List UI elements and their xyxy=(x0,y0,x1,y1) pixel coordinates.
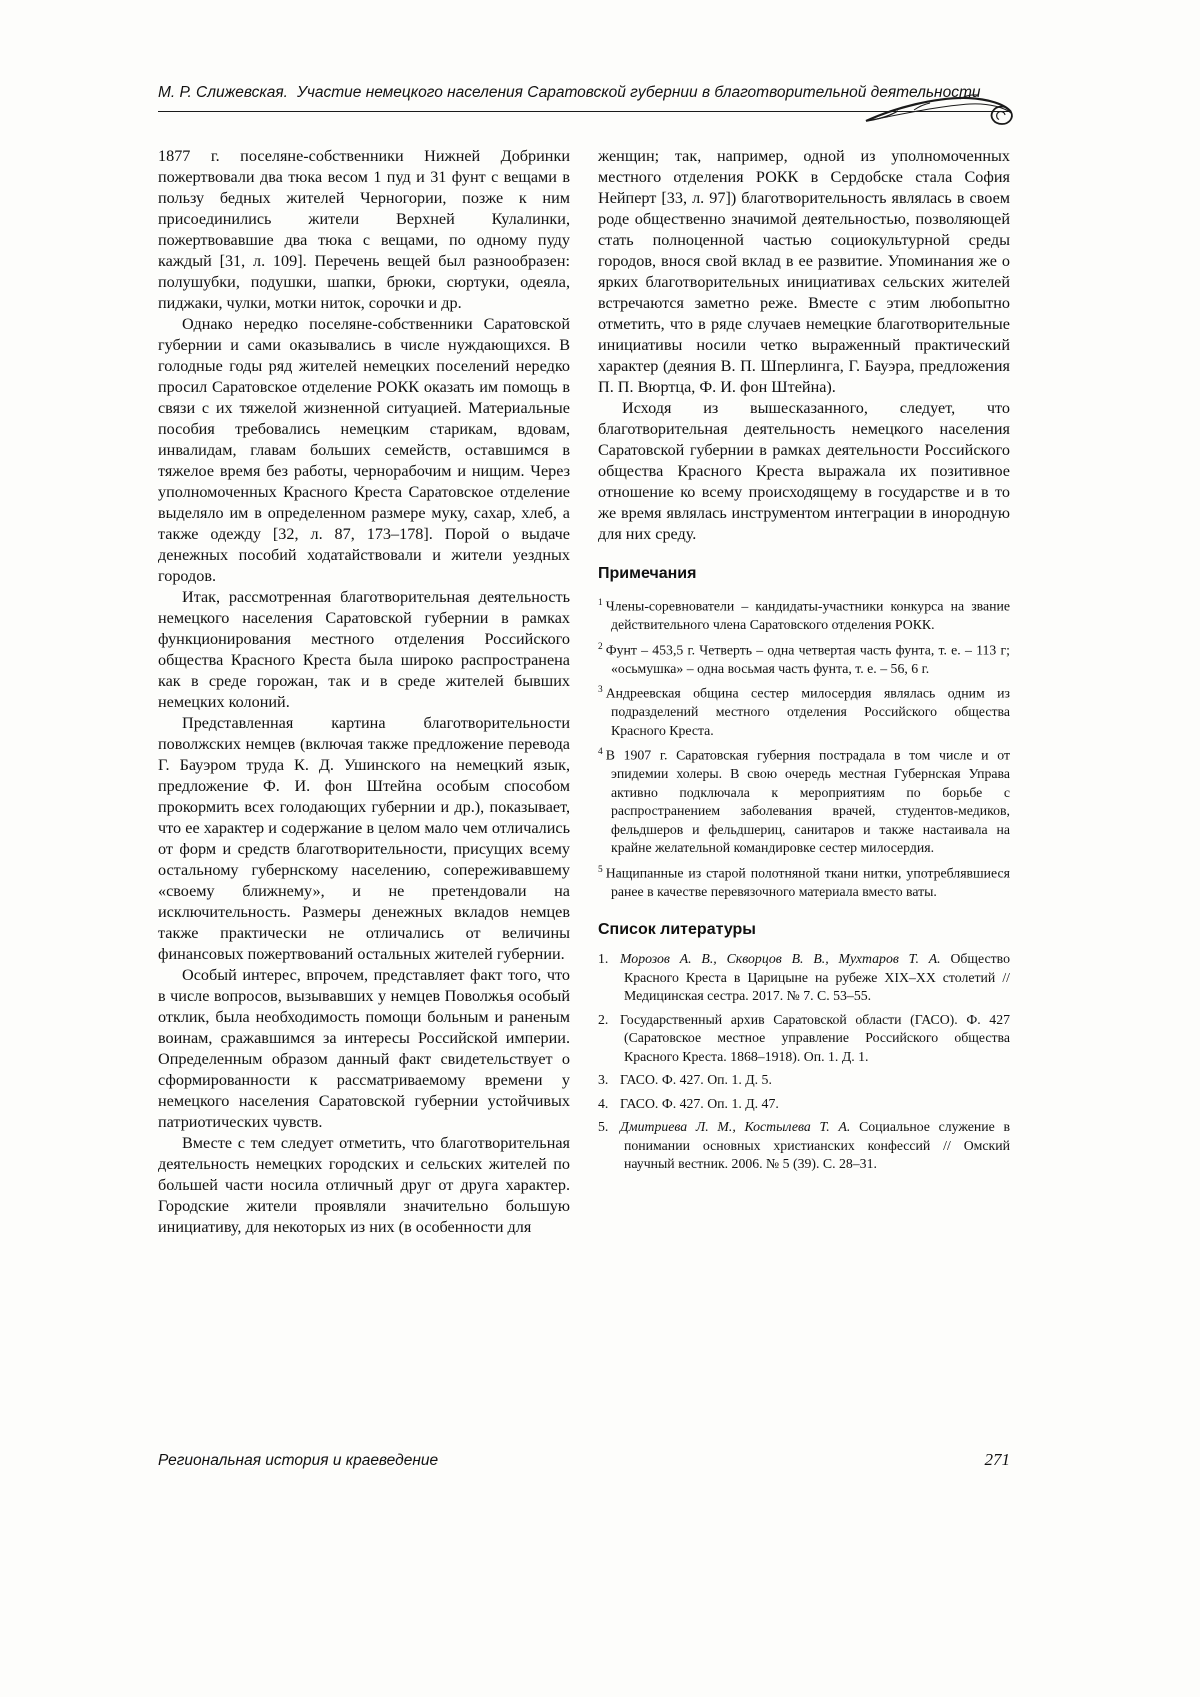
footnote-text: Члены-соревнователи – кандидаты-участники конкурса на звание действительного члена Саратовского отделения РОКК. xyxy=(605,598,1010,633)
reference-authors: Морозов А. В., Скворцов В. В., Мухтаров Т. А. xyxy=(620,951,941,967)
running-header-author: М. Р. Слижевская. xyxy=(158,84,288,101)
footnote-number: 4 xyxy=(598,747,603,758)
reference-number: 4. xyxy=(598,1095,609,1111)
paragraph: Исходя из вышесказанного, следует, что благотворительная деятельность немецкого населения Саратовской губернии в рамках деятельности Российского общества Красного Креста выражала их позитивное отношение ко всему происходящему в государстве и в то же время являлась инструментом интеграции в инородную для них среду. xyxy=(598,399,1010,543)
reference-number: 3. xyxy=(598,1072,609,1088)
footnote-number: 1 xyxy=(598,598,603,608)
reference-text: ГАСО. Ф. 427. Оп. 1. Д. 47. xyxy=(620,1095,779,1111)
footnote xyxy=(598,861,1010,902)
reference-text: Государственный архив Саратовской области (ГАСО). Ф. 427 (Саратовское местное управление Российского общества Красного Креста. 1868–1918). Оп. 1. Д. 1. xyxy=(620,1011,1010,1064)
footnotes-list xyxy=(598,594,1010,901)
running-header-title: Участие немецкого населения Саратовской губернии в благотворительной деятельности xyxy=(296,84,981,101)
reference-number: 2. xyxy=(598,1011,609,1027)
footnote-text: Нащипанные из старой полотняной ткани нитки, употреблявшиеся ранее в качестве перевязочного материала вместо ваты. xyxy=(605,865,1010,899)
footnote-text: Фунт – 453,5 г. Четверть – одна четвертая часть фунта, т. е. – 113 г; «осьмушка» – одна восьмая часть фунта, т. е. – 56, 6 г. xyxy=(605,642,1010,676)
reference-item xyxy=(598,1011,1010,1067)
footnote-text: В 1907 г. Саратовская губерния пострадала в том числе и от эпидемии холеры. В свою очередь местная Губернская Управа активно подключала к мероприятиям по борьбе с распространением заболевания врачей, студентов-медиков, фельдшеров и фельдшериц, санитаров и также настаивала на крайне желательной командировке сестер милосердия. xyxy=(605,747,1010,856)
paragraph: женщин; так, например, одной из уполномоченных местного отделения РОКК в Сердобске стала София Нейперт [33, л. 97]) благотворительность являлась в своем роде общественно значимой деятельностью, позволяющей стать полноценной частью социокультурной среды городов, внося свой вклад в ее развитие. Упоминания же о ярких благотворительных инициативах сельских жителей встречаются заметно реже. Вместе с этим любопытно отметить, что в ряде случаев немецкие благотворительные инициативы носили четко выраженный практический характер (деяния В. П. Шперлинга, Г. Бауэра, предложения П. П. Вюртца, Ф. И. фон Штейна). xyxy=(598,147,1010,396)
paragraph: Особый интерес, впрочем, представляет факт того, что в числе вопросов, вызывавших у немцев Поволжья особый отклик, была необходимость помощи больным и раненым воинам, сражавшимся за интересы Российской империи. Определенным образом данный факт свидетельствует о сформированности к рассматриваемому времени у немецкого населения Саратовской губернии устойчивых патриотических чувств. xyxy=(158,966,570,1131)
reference-item xyxy=(598,950,1010,1006)
reference-number: 1. xyxy=(598,951,609,967)
references-heading: Список литературы xyxy=(598,921,756,939)
two-column-body xyxy=(158,146,1010,1238)
running-header xyxy=(158,84,1010,112)
paragraph: 1877 г. поселяне-собственники Нижней Добринки пожертвовали два тюка весом 1 пуд и 31 фунт с вещами в пользу бедных жителей Черногории, позже к ним присоединились жители Верхней Кулалинки, пожертвовавшие два тюка с вещами, по одному пуду каждый [31, л. 109]. Перечень вещей был разнообразен: полушубки, подушки, шапки, брюки, сюртуки, одеяла, пиджаки, чулки, мотки ниток, сорочки и др. xyxy=(158,147,570,312)
reference-item xyxy=(598,1118,1010,1174)
notes-heading: Примечания xyxy=(598,565,697,582)
reference-text: Социальное служение в понимании основных христианских конфессий // Омский научный вестник. 2006. № 5 (39). С. 28–31. xyxy=(624,1119,1010,1172)
footnote-number: 3 xyxy=(598,685,603,696)
footnote-text: Андреевская община сестер милосердия являлась одним из подразделений местного отделения Российского общества Красного Креста. xyxy=(605,685,1010,738)
references-list xyxy=(598,950,1010,1174)
page-number: 271 xyxy=(984,1450,1010,1469)
left-column xyxy=(158,146,570,1238)
footnote-number: 2 xyxy=(598,641,603,652)
paragraph: Представленная картина благотворительности поволжских немцев (включая также предложение перевода Г. Бауэром труда К. Д. Ушинского на немецкий язык, предложение Ф. И. фон Штейна особым способом прокормить всех голодающих губернии и др.), показывает, что ее характер и содержание в целом мало чем отличались от форм и средств благотворительности, присущих всему остальному губернскому населению, сопереживавшему «своему ближнему», и не претендовали на исключительность. Размеры денежных вкладов немцев также практически не отличались от величины финансовых пожертвований остальных жителей губернии. xyxy=(158,714,570,963)
footnote-number: 5 xyxy=(598,864,603,875)
paragraph: Вместе с тем следует отметить, что благотворительная деятельность немецких городских и сельских жителей по большей части носила отличный друг от друга характер. Городские жители проявляли значительно большую инициативу, для некоторых из них (в особенности для xyxy=(158,1134,570,1236)
footnote xyxy=(598,743,1010,858)
footnote xyxy=(598,594,1010,635)
page-footer xyxy=(158,1450,1010,1470)
paragraph: Итак, рассмотренная благотворительная деятельность немецкого населения Саратовской губернии в рамках функционирования местного отделения Российского общества Красного Креста была широко распространена как в среде горожан, так и в среде жителей бывших немецких колоний. xyxy=(158,588,570,711)
paragraph: Однако нередко поселяне-собственники Саратовской губернии и сами оказывались в числе нуждающихся. В голодные годы ряд жителей немецких поселений нередко просил Саратовское отделение РОКК оказать им помощь в связи с их тяжелой жизненной ситуацией. Материальные пособия требовались немецким старикам, вдовам, инвалидам, главам больших семейств, оставшимся в тяжелое время без работы, чернорабочим и нищим. Через уполномоченных Красного Креста Саратовское отделение выделяло им в определенном размере муку, сахар, хлеб, а также одежду [32, л. 87, 173–178]. Порой о выдаче денежных пособий ходатайствовали и жители уездных городов. xyxy=(158,315,570,585)
reference-item xyxy=(598,1071,1010,1090)
footer-section-title: Региональная история и краеведение xyxy=(158,1452,439,1469)
flourish-ornament-icon xyxy=(864,88,1016,130)
footnote xyxy=(598,638,1010,679)
reference-text: ГАСО. Ф. 427. Оп. 1. Д. 5. xyxy=(620,1072,772,1088)
right-column xyxy=(598,146,1010,1238)
reference-number: 5. xyxy=(598,1119,609,1135)
reference-authors: Дмитриева Л. М., Костылева Т. А. xyxy=(620,1119,851,1135)
reference-text: Общество Красного Креста в Царицыне на рубеже XIX–XX столетий // Медицинская сестра. 2017. № 7. С. 53–55. xyxy=(624,951,1010,1004)
footnote xyxy=(598,681,1010,740)
reference-item xyxy=(598,1095,1010,1114)
